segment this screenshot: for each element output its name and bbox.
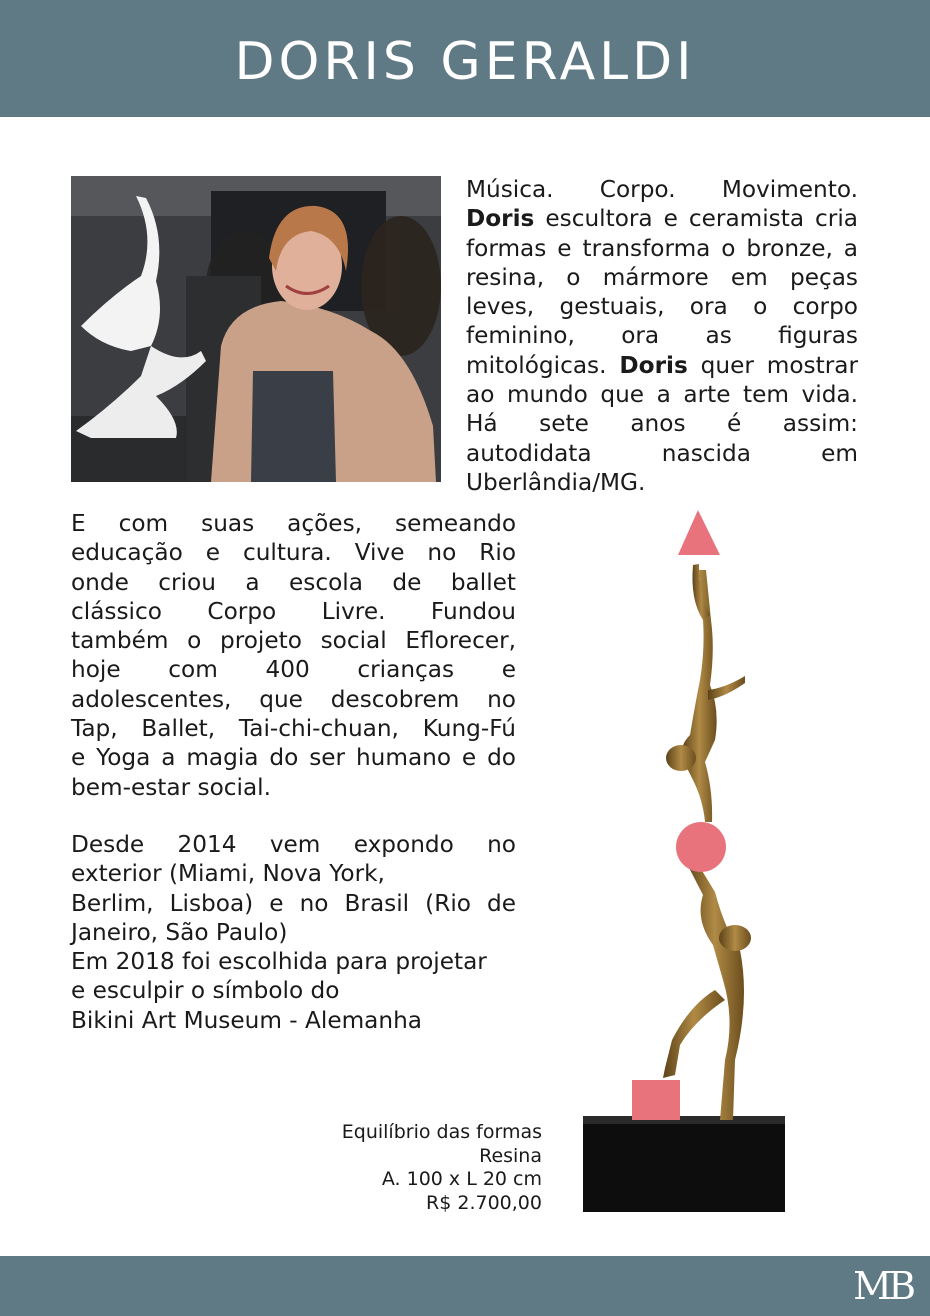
bio-line: também o projeto social Eflorecer, (71, 627, 516, 655)
intro-line: autodidata nascida em (466, 439, 858, 467)
intro-line (466, 204, 858, 233)
mb-logo: MB (853, 1264, 912, 1308)
exhibit-line: Bikini Art Museum - Alemanha (71, 1006, 422, 1034)
sculpture-image (575, 500, 800, 1220)
intro-line: formas e transforma o bronze, a (466, 234, 858, 262)
artwork-price: R$ 2.700,00 (426, 1191, 542, 1214)
intro-text: escultora e ceramista cria (534, 205, 858, 233)
exhibit-line: Em 2018 foi escolhida para projetar (71, 948, 487, 976)
exhibit-line: e esculpir o símbolo do (71, 977, 340, 1005)
artwork-caption (320, 1121, 542, 1215)
exhibit-line: exterior (Miami, Nova York, (71, 860, 385, 888)
intro-text: mitológicas. (466, 351, 620, 379)
bio-line: E com suas ações, semeando (71, 510, 516, 537)
exhibit-line: Desde 2014 vem expondo no (71, 831, 516, 858)
footer-band (0, 1256, 930, 1316)
artist-photo (71, 176, 441, 482)
intro-line: ao mundo que a arte tem vida. (466, 381, 858, 409)
intro-line: Uberlândia/MG. (466, 468, 646, 496)
artist-name-title: DORIS GERALDI (234, 32, 696, 92)
intro-paragraph (466, 175, 858, 497)
intro-line: Música. Corpo. Movimento. (466, 176, 858, 203)
biography-paragraph (71, 509, 516, 802)
intro-line (466, 351, 858, 380)
intro-text: quer mostrar (687, 351, 858, 379)
bio-line: adolescentes, que descobrem no (71, 685, 516, 713)
intro-line: Há sete anos é assim: (466, 410, 858, 438)
artwork-material: Resina (479, 1144, 542, 1167)
intro-line: leves, gestuais, ora o corpo (466, 293, 858, 321)
artwork-title: Equilíbrio das formas (341, 1121, 542, 1143)
bold-name: Doris (466, 205, 535, 233)
header-band (0, 0, 930, 117)
bold-name: Doris (619, 351, 688, 379)
exhibit-line: Janeiro, São Paulo) (71, 918, 288, 946)
bio-line: educação e cultura. Vive no Rio (71, 539, 516, 567)
bio-line: Tap, Ballet, Tai-chi-chuan, Kung-Fú (71, 715, 516, 743)
bio-line: clássico Corpo Livre. Fundou (71, 597, 516, 625)
intro-line: resina, o mármore em peças (466, 263, 858, 291)
bio-line: e Yoga a magia do ser humano e do (71, 744, 516, 772)
artwork-dimensions: A. 100 x L 20 cm (381, 1168, 542, 1190)
bio-line: hoje com 400 crianças e (71, 656, 516, 684)
bio-line: onde criou a escola de ballet (71, 568, 516, 596)
intro-line: feminino, ora as figuras (466, 322, 858, 350)
exhibitions-paragraph (71, 830, 516, 1035)
exhibit-line: Berlim, Lisboa) e no Brasil (Rio de (71, 889, 516, 917)
bio-line: bem-estar social. (71, 773, 271, 801)
